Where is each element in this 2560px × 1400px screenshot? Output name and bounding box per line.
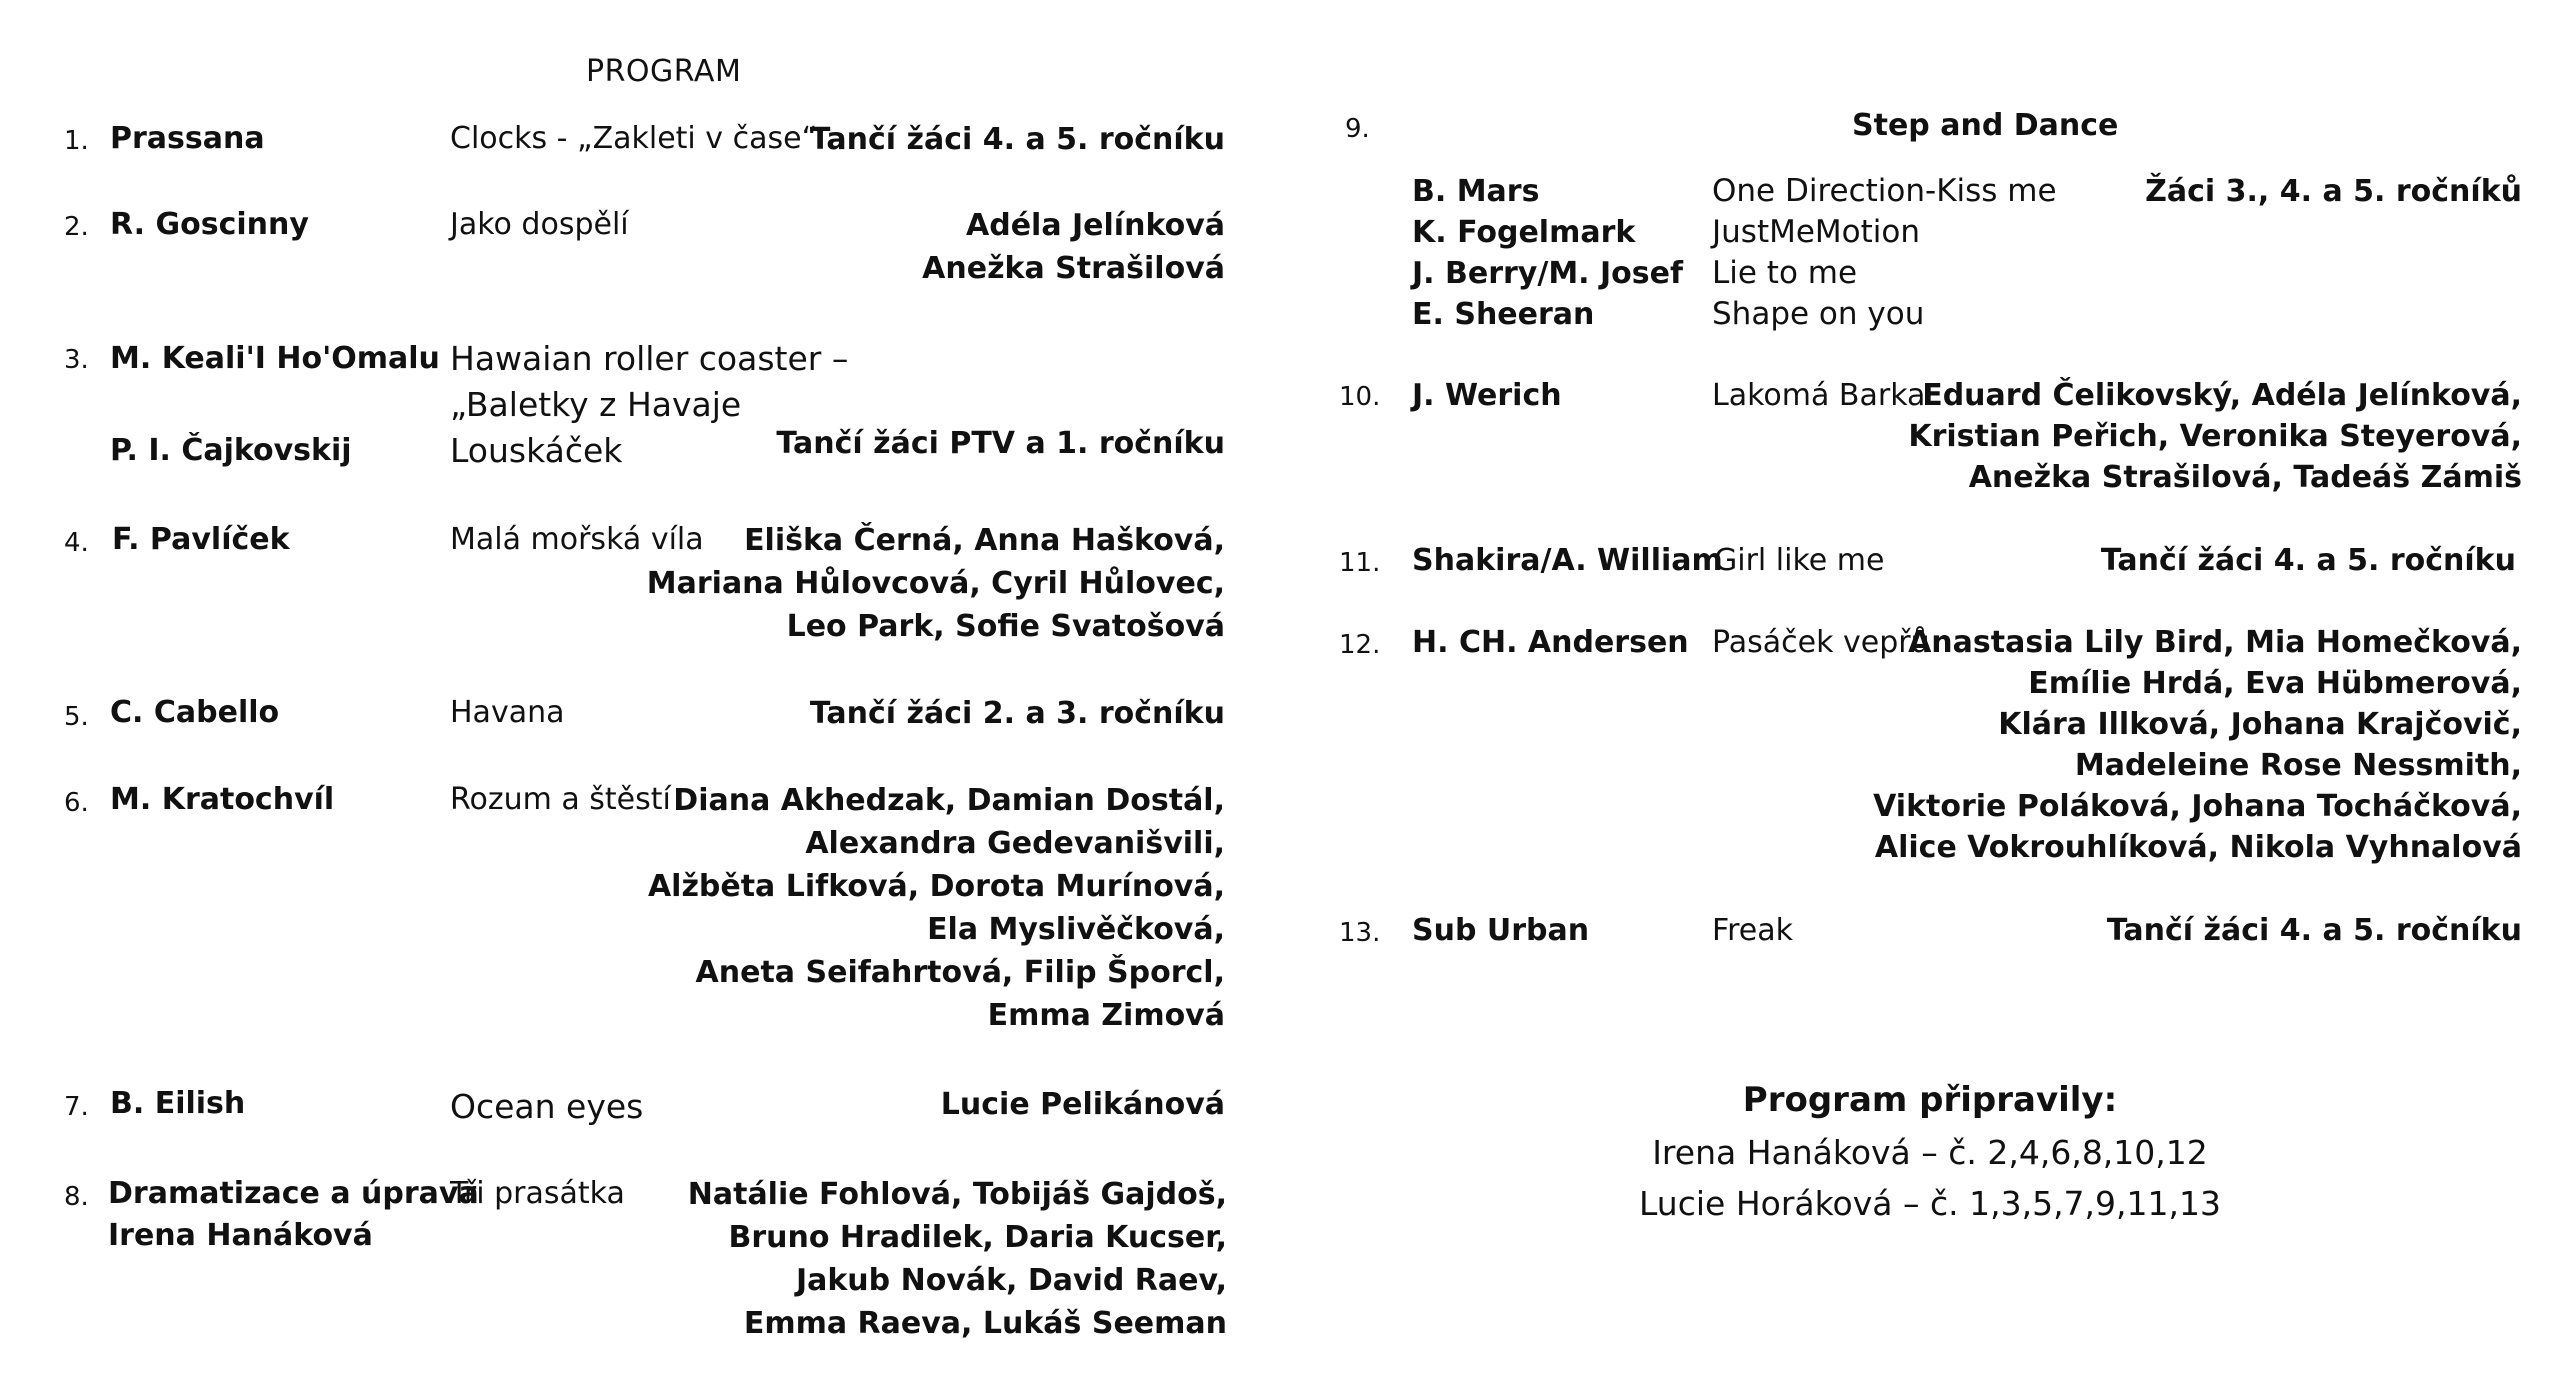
item-performers: Žáci 3., 4. a 5. ročníků xyxy=(2145,174,2522,209)
item-author: F. Pavlíček xyxy=(112,522,290,557)
item-author: B. Eilish xyxy=(110,1086,246,1121)
item-author: M. Kratochvíl xyxy=(110,782,335,817)
item-author: B. Mars K. Fogelmark J. Berry/M. Josef E. Sheeran xyxy=(1412,174,1684,332)
item-work: Tři prasátka xyxy=(450,1176,625,1211)
item-work: Ocean eyes xyxy=(450,1087,644,1126)
item-work: Pasáček vepřů xyxy=(1712,625,1930,660)
item-work: Malá mořská víla xyxy=(450,522,704,557)
item-performers: Adéla Jelínková Anežka Strašilová xyxy=(922,208,1225,286)
item-performers: Tančí žáci 4. a 5. ročníku xyxy=(2100,543,2516,578)
item-author: M. Keali'I Ho'Omalu P. I. Čajkovskij xyxy=(110,341,440,468)
item-author: H. CH. Andersen xyxy=(1412,625,1689,660)
item-performers: Tančí žáci 4. a 5. ročníku xyxy=(2106,913,2522,948)
prepared-line: Lucie Horáková – č. 1,3,5,7,9,11,13 xyxy=(1639,1184,2221,1223)
item-author: Sub Urban xyxy=(1412,913,1590,948)
item-work: Girl like me xyxy=(1714,543,1885,578)
item-performers: Eliška Černá, Anna Hašková, Mariana Hůlovcová, Cyril Hůlovec, Leo Park, Sofie Svatošová xyxy=(646,523,1225,644)
prepared-title: Program připravily: xyxy=(1742,1080,2118,1120)
item-author: Prassana xyxy=(110,121,265,156)
item-heading: Step and Dance xyxy=(1852,108,2119,143)
item-number: 8. xyxy=(64,1182,89,1212)
item-number: 5. xyxy=(64,702,89,732)
item-work: One Direction-Kiss me JustMeMotion Lie to me Shape on you xyxy=(1712,173,2057,332)
item-author: C. Cabello xyxy=(110,695,280,730)
item-performers: Natálie Fohlová, Tobijáš Gajdoš, Bruno Hradilek, Daria Kucser, Jakub Novák, David Raev, Emma Raeva, Lukáš Seeman xyxy=(687,1177,1227,1341)
item-performers: Tančí žáci 2. a 3. ročníku xyxy=(809,696,1225,731)
item-work: Freak xyxy=(1712,913,1793,948)
item-number: 3. xyxy=(64,345,89,375)
item-performers: Tančí žáci 4. a 5. ročníku xyxy=(809,122,1225,157)
item-author: R. Goscinny xyxy=(110,207,309,242)
item-author: Dramatizace a úprava Irena Hanáková xyxy=(108,1176,479,1253)
item-number: 6. xyxy=(64,788,89,818)
item-number: 9. xyxy=(1345,114,1370,144)
item-author: J. Werich xyxy=(1412,378,1562,413)
item-performers: Anastasia Lily Bird, Mia Homečková, Emílie Hrdá, Eva Hübmerová, Klára Illková, Johana Krajčovič, Madeleine Rose Nessmith, Viktorie Poláková, Johana Tocháčková, Alice Vokrouhlíková, Nikola Vyhnalová xyxy=(1873,625,2522,865)
item-performers: Tančí žáci PTV a 1. ročníku xyxy=(776,426,1225,461)
program-title: PROGRAM xyxy=(586,54,742,89)
item-number: 12. xyxy=(1339,630,1381,660)
item-number: 7. xyxy=(64,1092,89,1122)
item-work: Hawaian roller coaster – „Baletky z Havaje Louskáček xyxy=(450,339,849,470)
item-work: Rozum a štěstí xyxy=(450,782,671,817)
item-performers: Eduard Čelikovský, Adéla Jelínková, Kristian Peřich, Veronika Steyerová, Anežka Strašilová, Tadeáš Zámiš xyxy=(1908,378,2522,495)
item-number: 4. xyxy=(64,528,89,558)
item-work: Jako dospělí xyxy=(450,207,629,242)
item-number: 13. xyxy=(1339,918,1381,948)
item-number: 10. xyxy=(1339,382,1381,412)
item-author: Shakira/A. William xyxy=(1412,543,1723,578)
item-performers: Lucie Pelikánová xyxy=(940,1087,1225,1122)
item-work: Clocks - „Zakleti v čase“ xyxy=(450,121,818,156)
item-work: Lakomá Barka xyxy=(1712,378,1926,413)
item-number: 2. xyxy=(64,212,89,242)
item-performers: Diana Akhedzak, Damian Dostál, Alexandra Gedevanišvili, Alžběta Lifková, Dorota Murínová, Ela Myslivěčková, Aneta Seifahrtová, Filip Šporcl, Emma Zimová xyxy=(647,783,1225,1033)
item-work: Havana xyxy=(450,695,565,730)
item-number: 1. xyxy=(64,126,89,156)
item-number: 11. xyxy=(1339,548,1381,578)
prepared-line: Irena Hanáková – č. 2,4,6,8,10,12 xyxy=(1652,1133,2208,1172)
